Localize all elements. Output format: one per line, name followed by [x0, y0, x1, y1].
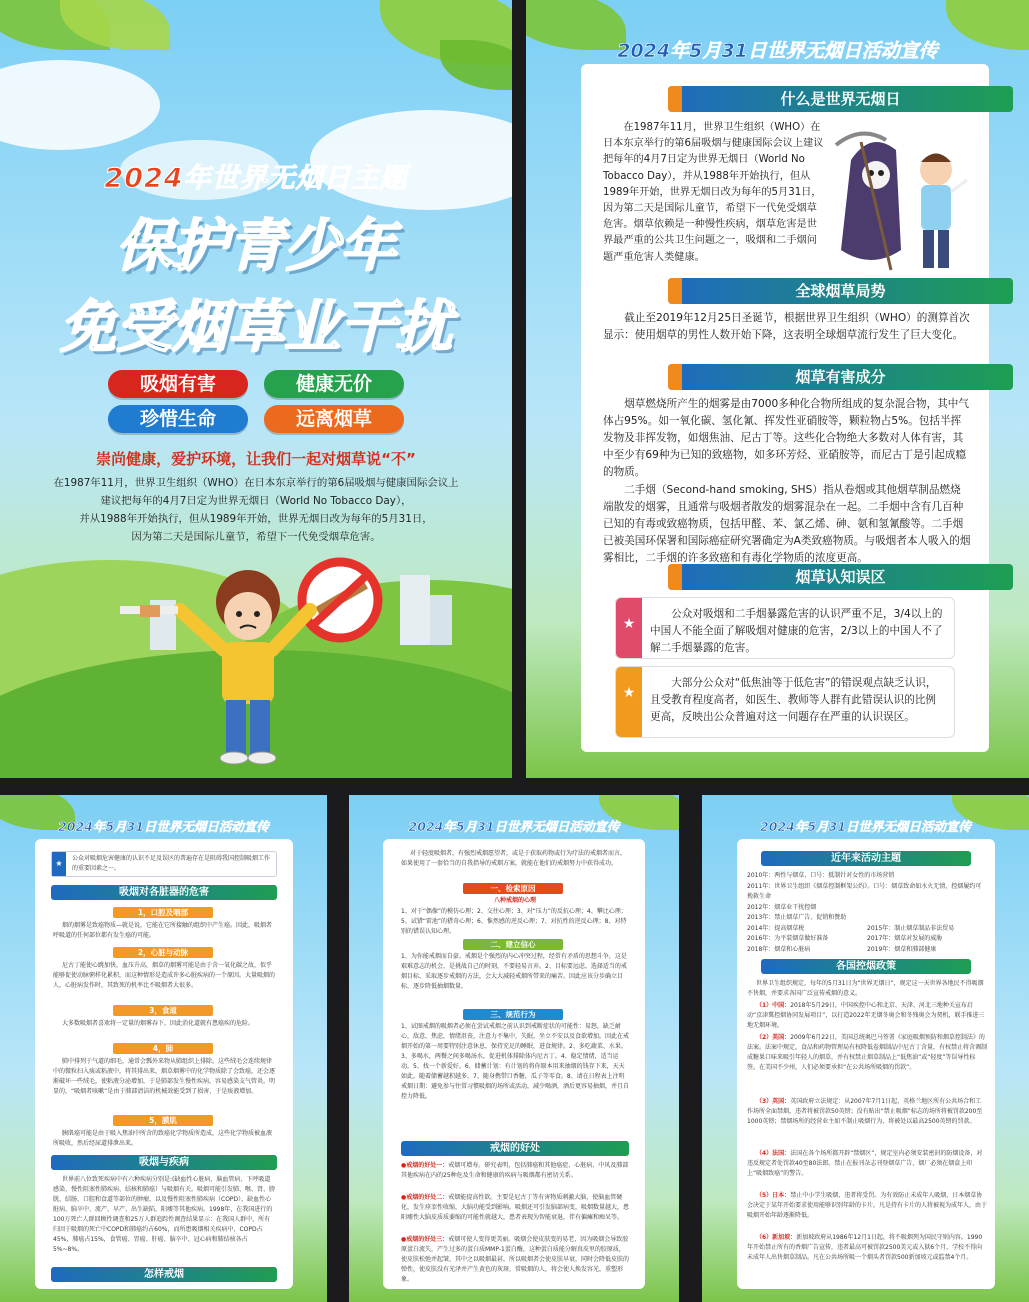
step-title: 一、检索原因 — [463, 883, 563, 894]
poster-header: 2024年5月31日世界无烟日活动宣传 — [617, 40, 938, 62]
pill-health: 健康无价 — [264, 370, 404, 398]
headline-line-1: 保护青少年 — [116, 214, 396, 279]
section-title: 怎样戒烟 — [51, 1267, 277, 1282]
content-card: 近年来活动主题 2010年：两性与烟草，口号：抵制针对女性的市场营销 2011年：世界卫生组织《烟草控制框架公约》。口号：烟草致命如水火无情，控烟履约可挽救生命 2012年：烟草业干扰控烟 2013年：禁止烟草广告、促销和赞助 2014年：提高烟草税 2015年：制止烟草制品非法贸易 2016年：为平装烟草做好准备 2017年：烟草对发展的威胁 2018年：烟草和心脏病 2019年：烟草和肺部健康 各国控烟政策 世界卫生组织规定，每年的5月31日为“世界无烟日”，规定这一天世界各地民不得吸烟不售烟，并要求各国广泛宣传戒烟的意义。 （1）中国：2018年5月29日，中国疾控中心和北京、天津、河北三地种关宣布启动“京津冀控烟协同发展项目”，以打造2022年无烟冬奥会和冬残奥会为契机，联手推进三地无烟环境。 （2）美国：2009年6月22日，美国总统奥巴马签署《家庭吸烟预防和烟草控制法》的法案。法案中规定，食品和药物管理局有权降低卷烟制品中尼古丁含量，有权禁止将含调制成糖果口味来吸引年轻人的烟草，并有权禁止烟草制品上“低焦油”或“轻度”等误导性标签。在美国不少州，人们必须要承担“在公共场所吸烟的罚款”。 （3）英国：英国政府立法规定：从2007年7月1日起，英格兰地区所有公共场合和工作场所全面禁烟，违者将被罚款50英镑；没有贴出“禁止吸烟”标志的场所将被罚款200至1000英镑；禁烟场所的经营业主如不制止吸烟行为，将被处以最高2500英镑的罚款。 （4）法国：法国在各个场所都开辟“禁烟区”，规定室内必须安装密封的防烟设备，对违反规定者处罚款40至80法郎。禁止在报刊杂志刊登烟草广告，烟厂必须在烟盒上印上“吸烟致癌”的警告。 （5）日本：禁止中小学生吸烟，违者将受罚。为有效防止未成年人吸烟，日本烟草协会决定于某年开始要求使用能够识别年龄的卡片。凡是持有卡片的人将被视为成年人，由于吸烟开始年龄逐渐降低。 （6）新加坡：新加坡政府从1986年12月1日起，将不吸烟列为国民守则内容。1990年开始禁止所有的香烟广告宣传，违者最高可被罚款2500美元或入狱6个月，学校不得向未成年人出售烟草制品。凡在公共场所吸一个烟头者罚款500新加坡元或监禁4个月。 — [737, 839, 995, 1289]
content-card: ★ 公众对吸烟危害健康的认识不足及误区的普遍存在是阻碍我国控制吸烟工作的重要因素之一。 吸烟对各脏器的危害 1，口腔及咽部 烟的烟雾是致癌物质—就是说，它能在它所接触的组织中产生癌。因此，吸烟者呼吸道的任何部位都有发生癌的可能。 2，心脏与动脉 尼古丁能使心跳加快，血压升高，烟草的烟雾可能是由于含一氧化碳之故，似乎能够促使动脉粥样化累积，而这种情形是造成许多心脏疾病的一个原因。大量吸烟的人，心脏病发作时，其致死的机率比不吸烟者大很多。 3，食道 大多数吸烟者喜欢将一定量的烟雾吞下，因此消化道就有患癌疾的危险。 4，肺 肺中排列于气道的细毛，通常会瓢外来物从肺组织上排除。这些绒毛会连续规律中的微粒扫入痰或粘液中，将其排出来，烟草烟雾中的化学物质除了会致癌，还会逐渐破坏一些绒毛，使粘液分泌增加，于是肺部发生慢性疾病，容易感染支气管炎。明显的，“吸烟者咳嗽”是由于肺部清洁的机械效能受到了损害，于是痰液增加。 5，膜肌 胰肌癌可能是由于吸入焦油中所含的致癌化学物质所造成，这些化学物质被血液所吸收，然后经尿道排泄出来。 吸烟与疾病 世界前八位致死疾病中有六种疾病分别是:(缺血性心脏病、脑血管病、下呼吸道感染、慢性阻塞性肺疾病、结核和肺癌）与吸烟有关。吸烟可能引发肺、喉、肾、膀胱、结肠、口腔和食道等部位的肿瘤，以及慢性阻塞性肺疾病（COPD）、缺血性心脏病、脑卒中、流产、早产、出生缺陷、阳痿等其他疾病。1998年，在我国进行的100万死亡人群回顾性调查和25万人群追踪性调查结果显示：在我国人群中，所有归因于吸烟的死亡中COPD和肺癌约占60%，而所患吸烟相关疾病中，COPD占45%，肺癌占15%，食管癌、胃癌、肝癌、脑卒中、冠心病和肺结核各占5%~8%。 怎样戒烟 — [35, 839, 293, 1289]
section-title: 各国控烟政策 — [761, 959, 971, 974]
poster-header: 2024年5月31日世界无烟日活动宣传 — [760, 819, 971, 834]
subsection-title: 5，膜肌 — [113, 1115, 213, 1126]
benefit-item: ●戒烟的好处一：戒烟可增寿。研究表明，包括肺癌和其他癌症、心脏病、中风及肺部其他疾病在内的25种危及生命和健康的疾病与吸烟都有密切关系。 — [401, 1162, 629, 1179]
poster-main — [0, 0, 512, 778]
building-icon — [430, 595, 452, 645]
benefit-item: ●戒烟的好处二：戒烟能提高性欲。主要是尼古丁等有害物质刺激大脑，使脑血管硬化，发生痉挛性收缩，大脑功能受到影响。吸烟还可引发脑部病变，吸烟数量越大，患阳痿性大脑皮质质萎缩的可能性就越大，患者表现为智能衰退，伴有偏瘫和痴呆等。 — [401, 1194, 630, 1221]
subsection-title: 3，食道 — [113, 1005, 213, 1016]
policy-item: （3）英国：英国政府立法规定：从2007年7月1日起，英格兰地区所有公共场合和工作场所全面禁烟，违者将被罚款50英镑；没有贴出“禁止吸烟”标志的场所将被罚款200至1000英镑；禁烟场所的经营业主如不制止吸烟行为，将被处以最高2500英镑的罚款。 — [747, 1098, 983, 1125]
boy-refusing-cigarette-illustration — [110, 550, 410, 765]
poster-policies — [702, 795, 1029, 1302]
poster-header: 2024年5月31日世界无烟日活动宣传 — [58, 819, 269, 834]
subsection-title: 1，口腔及咽部 — [113, 907, 213, 918]
section-title: 什么是世界无烟日 — [668, 86, 1013, 112]
section-text: 在1987年11月，世界卫生组织（WHO）在日本东京举行的第6届吸烟与健康国际会议上建议把每年的4月7日定为世界无烟日（World No Tobacco Day），并从1988年开始执行，但从1989年开始，世界无烟日改为每年的5月31日，因为第二天是国际儿童节，希望下一代免受烟草危害。烟草依赖是一种慢性疾病，烟草危害是世界最严重的公共卫生问题之一，吸烟和二手烟问题严重危害人类健康。 — [603, 122, 824, 263]
pill-harmful: 吸烟有害 — [108, 370, 248, 398]
section-title: 吸烟与疾病 — [51, 1155, 277, 1170]
subsection-title: 2，心脏与动脉 — [113, 947, 213, 958]
section-title: 戒烟的好处 — [401, 1141, 629, 1156]
myth-card: ★ 公众对吸烟和二手烟暴露危害的认识严重不足，3/4以上的中国人不能全面了解吸烟对健康的危害，2/3以上的中国人不了解二手烟暴露的危害。 — [615, 597, 955, 659]
section-title: 烟草认知误区 — [668, 564, 1013, 590]
grim-reaper-smoking-illustration — [831, 130, 971, 280]
section-title: 近年来活动主题 — [761, 851, 971, 866]
section-title: 烟草有害成分 — [668, 364, 1013, 390]
section-title: 吸烟对各脏器的危害 — [51, 885, 277, 900]
star-icon: ★ — [616, 667, 642, 737]
headline-line-2: 免受烟草业干扰 — [60, 295, 452, 360]
content-card: 对于轻度吸烟者，有强烈戒烟愿望者，或是于获取药物或行为疗法的戒烟者而言，如果使用了一套恰当的自我指导的戒烟方案，就能在他们的戒烟努力中获得成功。 一、检索原因 八种戒烟的心理 1、对于“偶像”的模仿心理；2、交往心理；3、对“压力”的反抗心理；4、攀比心理；5、试错“雷池”的猎奇心理；6、惟然感的逆反心理；7、对抗性的逆反心理；8、对特别的错误认知心理。 二、建立信心 1、为你能戒烟而自豪。戒烟是个强烈的内心冲突过程，经常有矛盾的思想斗争，这是艰难意志的机会，是挑战自己的时刻，不要轻易言弃。2、目标要远虑。选择适当的戒烟目标，采取逐步戒烟的方法，会大大减轻戒烟所带来的痛苦。因此应该分步确立目标，逐步降低抽烟数量。 三、规范行为 1、试图戒烟的吸烟者必须在尝试戒烟之前认识到戒断症状的可能性：易怒，缺乏耐心，敌意，焦虑，情绪沮丧，注意力不集中，失眠，坐立不安以及食欲增加。因此在戒烟开始的第一周要特别注意休息，保持充足的睡眠，进食规律。2、多吃蔬菜、水果。3、多喝水，两餐之间多喝汤水，促进机体排除体内尼古丁。4、稳定情绪，适当运动。5、找一个新爱好。6、储蓄计划：有计划的将你原本用来抽烟的钱存下来，天天如此，随着储蓄越积越多。7、随身携带口香糖，瓜子等零食。8、请在日程表上注明戒烟日期：避免参与往常习惯吸烟的场所或活动，减少喝酒，酒后更容易抽烟，并且自控力降低。 戒烟的好处 ●戒烟的好处一：戒烟可增寿。研究表明，包括肺癌和其他癌症、心脏病、中风及肺部其他疾病在内的25种危及生命和健康的疾病与吸烟都有密切关系。 ●戒烟的好处二：戒烟能提高性欲。主要是尼古丁等有害物质刺激大脑，使脑血管硬化，发生痉挛性收缩，大脑功能受到影响。吸烟还可引发脑部病变，吸烟数量越大，患阳痿性大脑皮质质萎缩的可能性就越大，患者表现为智能衰退，伴有偏瘫和痴呆等。 ●戒烟的好处三：戒烟可使人变得更美丽。吸烟会使皮肤变的易老，因为吸烟会导致胶原蛋白流失，产生过多的蛋白质MMP-1蛋白酶，这种蛋白质能分解真皮里的胶原质，使皮肤松弛并起皱，其中之以吸烟最甚，所以吸烟者会使皮肤早衰，同时会降低皮肤的弹性，使皮肤没有光泽并产生黄色的灰斑，常吸烟的人，将会使人焕发容光，重塑形象。 — [383, 839, 645, 1289]
star-icon: ★ — [616, 598, 642, 658]
poster-header: 2024年5月31日世界无烟日活动宣传 — [408, 819, 620, 834]
section-text: 二手烟（Second-hand smoking, SHS）指从卷烟或其他烟草制品燃烧端散发的烟雾，且通常与吸烟者散发的烟雾混杂在一起。二手烟中含有几百种已知的有毒或致癌物质，包括甲醛、苯、氯乙烯、砷、氨和氢氰酸等。二手烟已被美国环保署和国际癌症研究署确定为A类致癌物质。与吸烟者本人吸入的烟雾相比，二手烟的许多致癌和有毒化学物质的浓度更高。 — [603, 484, 971, 564]
slogan: 崇尚健康，爱护环境，让我们一起对烟草说“不” — [96, 450, 416, 468]
section-text: 烟草燃烧所产生的烟雾是由7000多种化合物所组成的复杂混合物，其中气体占95%。如一氧化碳、氢化氰、挥发性亚硝胺等，颗粒物占5%。包括半挥发物及非挥发物，如烟焦油、尼古丁等。这些化合物绝大多数对人体有害，其中至少有69种为已知的致癌物，如多环芳烃、亚硝胺等，而尼古丁是引起成瘾的物质。 — [603, 398, 969, 478]
policy-item: （4）法国：法国在各个场所都开辟“禁烟区”，规定室内必须安装密封的防烟设备，对违反规定者处罚款40至80法郎。禁止在报刊杂志刊登烟草广告，烟厂必须在烟盒上印上“吸烟致癌”的警告。 — [747, 1150, 983, 1177]
benefit-item: ●戒烟的好处三：戒烟可使人变得更美丽。吸烟会使皮肤变的易老，因为吸烟会导致胶原蛋白流失，产生过多的蛋白质MMP-1蛋白酶，这种蛋白质能分解真皮里的胶原质，使皮肤松弛并起皱，其中之以吸烟最甚，所以吸烟者会使皮肤早衰，同时会降低皮肤的弹性，使皮肤没有光泽并产生黄色的灰斑，常吸烟的人，将会使人焕发容光，重塑形象。 — [401, 1236, 630, 1283]
themes-list: 2010年：两性与烟草，口号：抵制针对女性的市场营销 2011年：世界卫生组织《烟草控制框架公约》。口号：烟草致命如水火无情，控烟履约可挽救生命 2012年：烟草业干扰控烟 2013年：禁止烟草广告、促销和赞助 2014年：提高烟草税 2015年：制止烟草制品非法贸易 2016年：为平装烟草做好准备 2017年：烟草对发展的威胁 2018年：烟草和心脏病 2019年：烟草和肺部健康 — [747, 872, 982, 953]
poster-quit-smoking — [349, 795, 679, 1302]
star-icon: ★ — [52, 852, 66, 876]
policy-item: （6）新加坡：新加坡政府从1986年12月1日起，将不吸烟列为国民守则内容。1990年开始禁止所有的香烟广告宣传，违者最高可被罚款2500美元或入狱6个月，学校不得向未成年人出售烟草制品。凡在公共场所吸一个烟头者罚款500新加坡元或监禁4个月。 — [747, 1234, 983, 1261]
poster-knowledge — [526, 0, 1029, 778]
myth-card: ★ 大部分公众对“低焦油等于低危害”的错误观点缺乏认识，且受教育程度高者，如医生、教师等人群有此错误认识的比例更高，反映出公众普遍对这一问题存在严重的认识误区。 — [615, 666, 955, 738]
section-text: 截止至2019年12月25日圣诞节，根据世界卫生组织（WHO）的测算首次显示：使用烟草的男性人数开始下降，这表明全球烟草流行发生了巨大变化。 — [603, 312, 970, 341]
section-title: 全球烟草局势 — [668, 278, 1013, 304]
note-box: ★ 公众对吸烟危害健康的认识不足及误区的普遍存在是阻碍我国控制吸烟工作的重要因素之一。 — [51, 851, 277, 877]
poster-organ-harm — [0, 795, 327, 1302]
poster-theme-title: 2024年世界无烟日主题 — [104, 163, 408, 194]
subsection-title: 4，肺 — [113, 1043, 213, 1054]
policy-item: （5）日本：禁止中小学生吸烟，违者将受罚。为有效防止未成年人吸烟，日本烟草协会决定于某年开始要求使用能够识别年龄的卡片。凡是持有卡片的人将被视为成年人，由于吸烟开始年龄逐渐降低。 — [747, 1192, 988, 1219]
intro-text: 在1987年11月，世界卫生组织（WHO）在日本东京举行的第6届吸烟与健康国际会议上 建议把每年的4月7日定为世界无烟日（World No Tobacco Day）， 并从1988年开始执行，但从1989年开始，世界无烟日改为每年的5月31日， 因为第二天是国际儿童节，希望下一代免受烟草危害。 — [53, 477, 459, 543]
step-title: 三、规范行为 — [463, 1009, 563, 1020]
step-title: 二、建立信心 — [463, 939, 563, 950]
pill-life: 珍惜生命 — [108, 405, 248, 433]
policy-item: （2）美国：2009年6月22日，美国总统奥巴马签署《家庭吸烟预防和烟草控制法》的法案。法案中规定，食品和药物管理局有权降低卷烟制品中尼古丁含量，有权禁止将含调制成糖果口味来吸引年轻人的烟草，并有权禁止烟草制品上“低焦油”或“轻度”等误导性标签。在美国不少州，人们必须要承担“在公共场所吸烟的罚款”。 — [747, 1034, 988, 1071]
pill-stay-away: 远离烟草 — [264, 405, 404, 433]
policy-item: （1）中国：2018年5月29日，中国疾控中心和北京、天津、河北三地种关宣布启动“京津冀控烟协同发展项目”，以打造2022年无烟冬奥会和冬残奥会为契机，联手推进三地无烟环境。 — [747, 1002, 985, 1029]
